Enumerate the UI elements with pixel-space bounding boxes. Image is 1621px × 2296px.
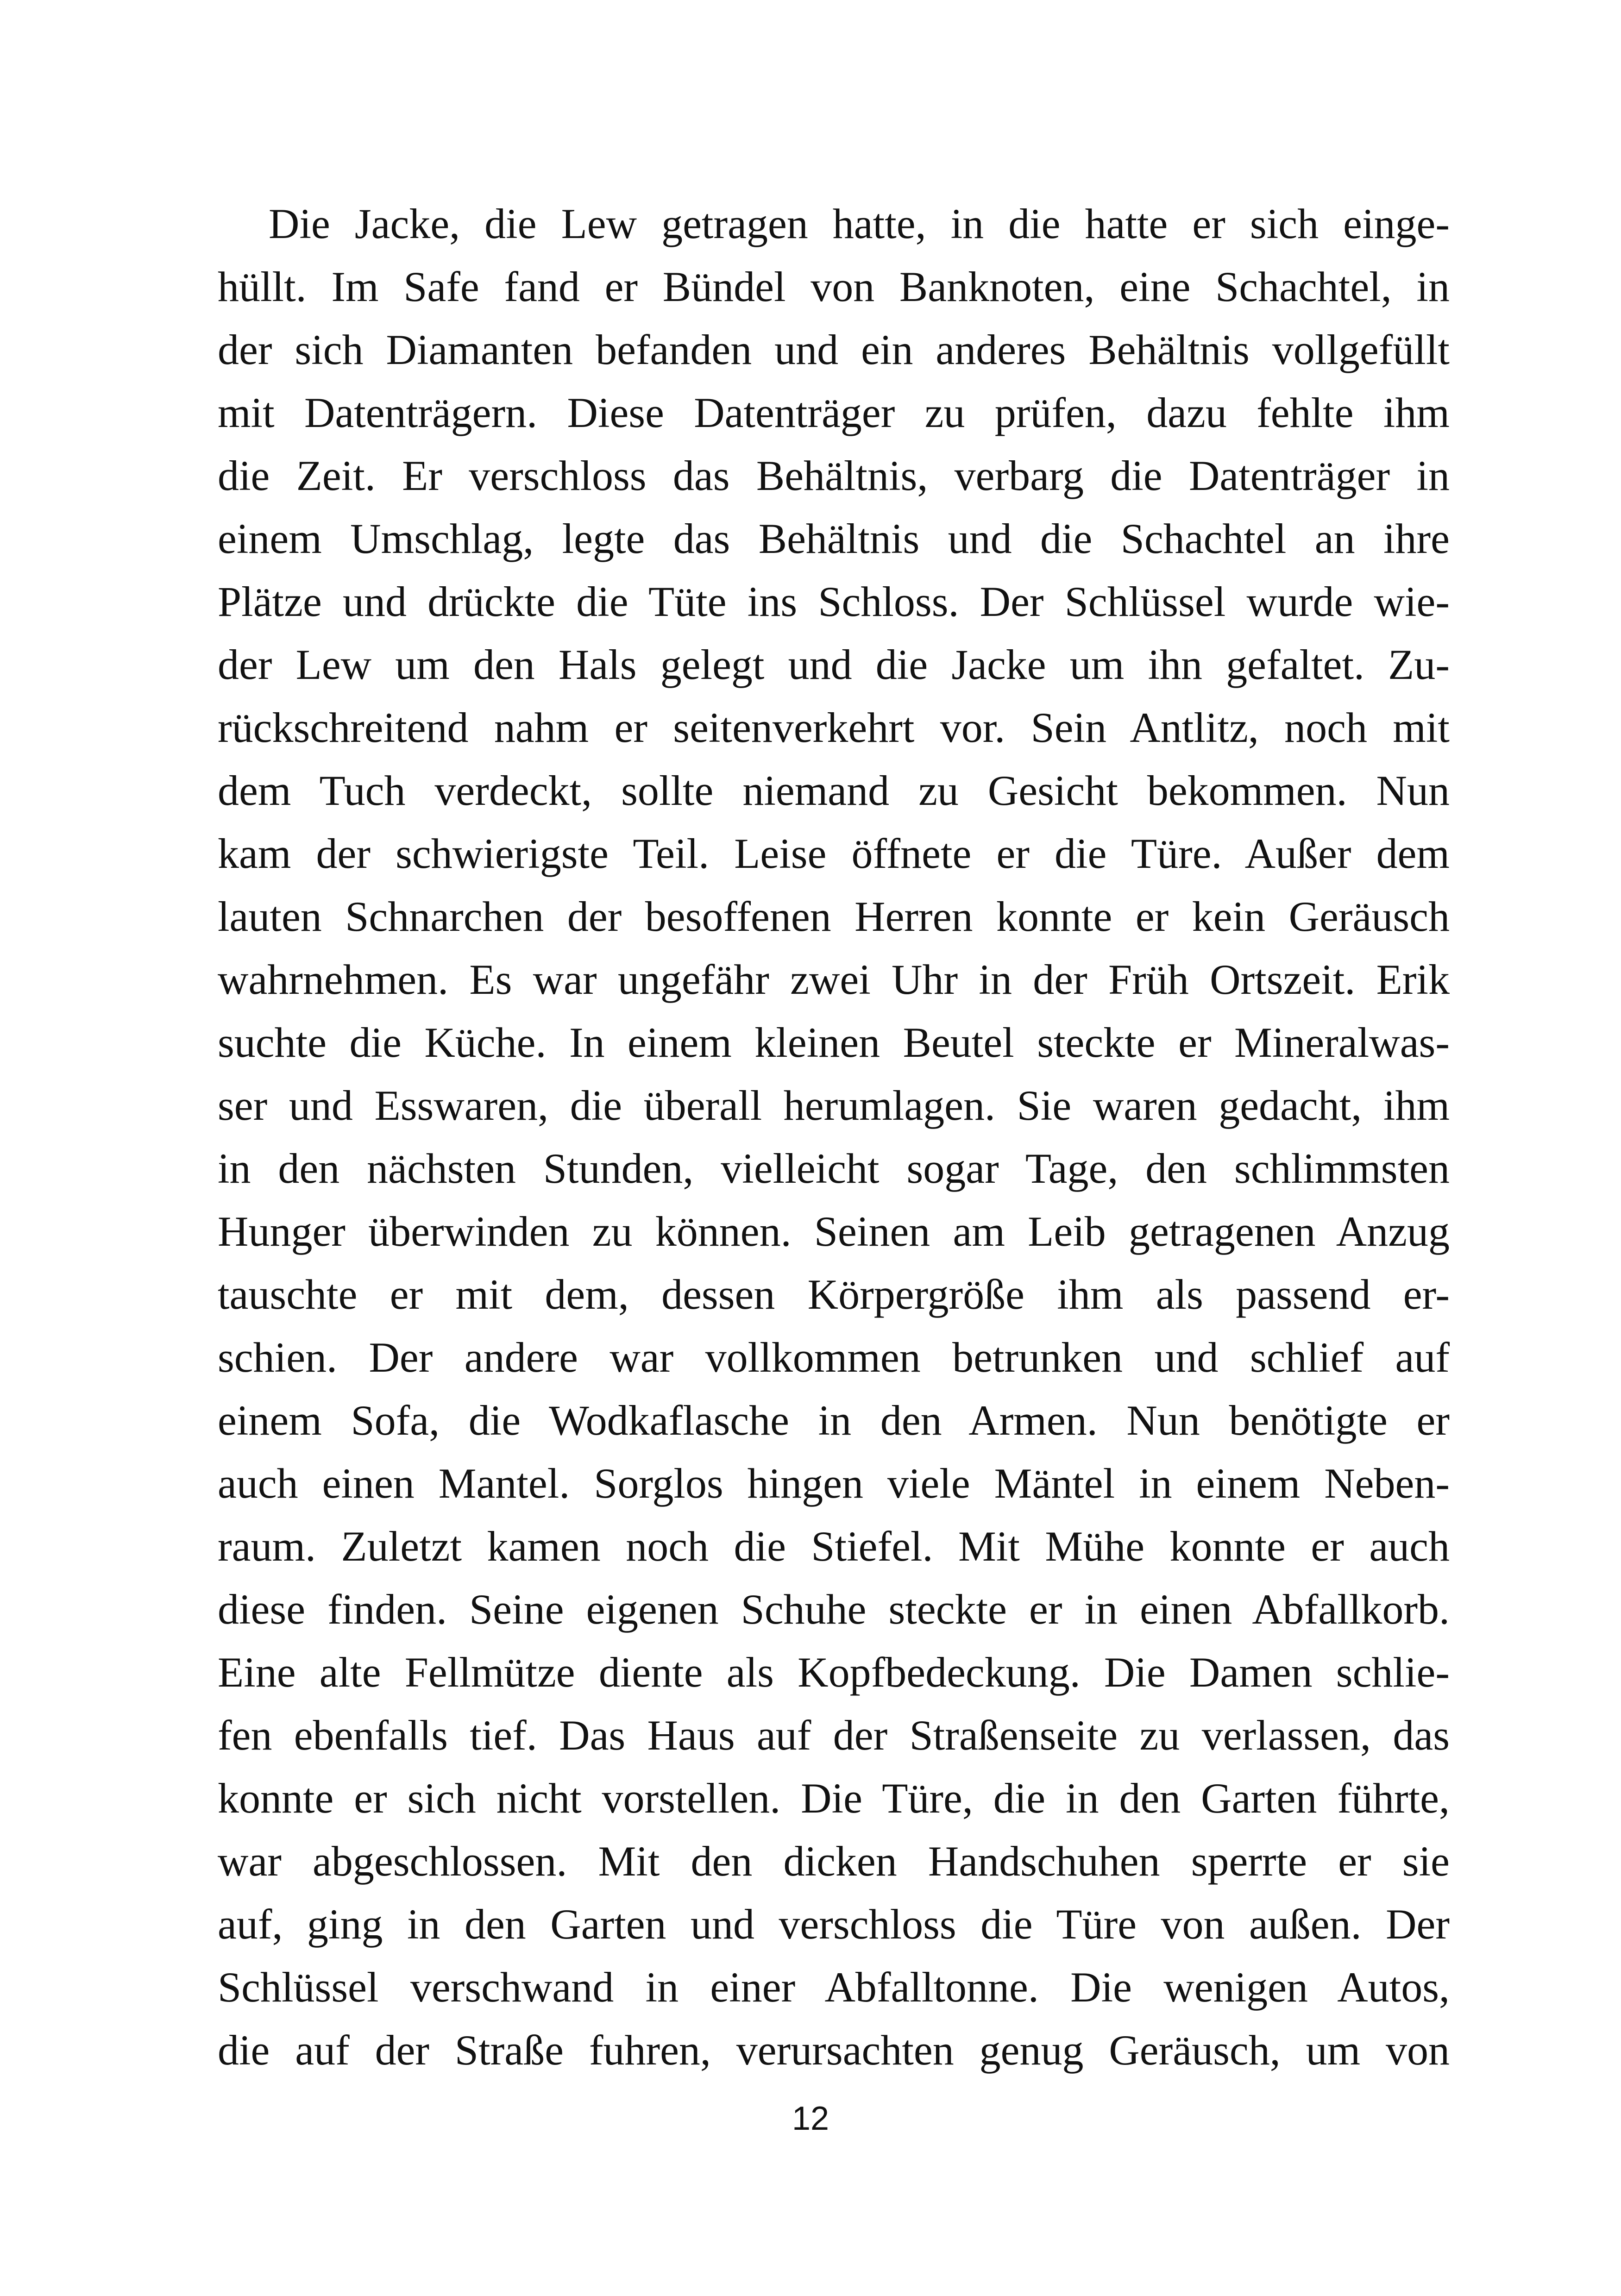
text-line: war abgeschlossen. Mit den dicken Handschuhen sperrte er sie <box>218 1838 1450 1885</box>
text-line: Schlüssel verschwand in einer Abfalltonne. Die wenigen Autos, <box>218 1964 1450 2011</box>
text-line: rückschreitend nahm er seitenverkehrt vor. Sein Antlitz, noch mit <box>218 704 1450 751</box>
text-line: suchte die Küche. In einem kleinen Beutel steckte er Mineralwas- <box>218 1019 1450 1066</box>
text-line: diese finden. Seine eigenen Schuhe steckte er in einen Abfallkorb. <box>218 1586 1450 1633</box>
text-line: dem Tuch verdeckt, sollte niemand zu Gesicht bekommen. Nun <box>218 767 1450 814</box>
text-line: der Lew um den Hals gelegt und die Jacke um ihn gefaltet. Zu- <box>218 641 1450 688</box>
text-line: hüllt. Im Safe fand er Bündel von Banknoten, eine Schachtel, in <box>218 263 1450 310</box>
text-line: konnte er sich nicht vorstellen. Die Türe, die in den Garten führte, <box>218 1775 1450 1822</box>
text-line: wahrnehmen. Es war ungefähr zwei Uhr in der Früh Ortszeit. Erik <box>218 956 1450 1003</box>
text-line: Eine alte Fellmütze diente als Kopfbedeckung. Die Damen schlie- <box>218 1649 1450 1696</box>
text-line: ser und Esswaren, die überall herumlagen. Sie waren gedacht, ihm <box>218 1082 1450 1129</box>
text-line: einem Umschlag, legte das Behältnis und die Schachtel an ihre <box>218 515 1450 562</box>
text-line: auf, ging in den Garten und verschloss die Türe von außen. Der <box>218 1901 1450 1948</box>
text-line: Die Jacke, die Lew getragen hatte, in die hatte er sich einge- <box>269 200 1450 247</box>
text-line: einem Sofa, die Wodkaflasche in den Armen. Nun benötigte er <box>218 1397 1450 1444</box>
text-line: die Zeit. Er verschloss das Behältnis, verbarg die Datenträger in <box>218 452 1450 499</box>
text-line: auch einen Mantel. Sorglos hingen viele Mäntel in einem Neben- <box>218 1460 1450 1507</box>
text-line: der sich Diamanten befanden und ein anderes Behältnis vollgefüllt <box>218 326 1450 373</box>
page-number: 12 <box>792 2100 829 2137</box>
text-line: Hunger überwinden zu können. Seinen am Leib getragenen Anzug <box>218 1208 1450 1255</box>
text-line: kam der schwierigste Teil. Leise öffnete er die Türe. Außer dem <box>218 830 1450 877</box>
text-line: lauten Schnarchen der besoffenen Herren konnte er kein Geräusch <box>218 893 1450 940</box>
text-line: in den nächsten Stunden, vielleicht sogar Tage, den schlimmsten <box>218 1145 1450 1192</box>
text-line: tauschte er mit dem, dessen Körpergröße ihm als passend er- <box>218 1271 1450 1318</box>
text-line: Plätze und drückte die Tüte ins Schloss. Der Schlüssel wurde wie- <box>218 578 1450 625</box>
text-line: mit Datenträgern. Diese Datenträger zu prüfen, dazu fehlte ihm <box>218 389 1450 436</box>
text-line: raum. Zuletzt kamen noch die Stiefel. Mit Mühe konnte er auch <box>218 1523 1450 1570</box>
text-line: die auf der Straße fuhren, verursachten genug Geräusch, um von <box>218 2026 1450 2074</box>
text-line: fen ebenfalls tief. Das Haus auf der Straßenseite zu verlassen, das <box>218 1712 1450 1759</box>
text-line: schien. Der andere war vollkommen betrunken und schlief auf <box>218 1334 1450 1381</box>
